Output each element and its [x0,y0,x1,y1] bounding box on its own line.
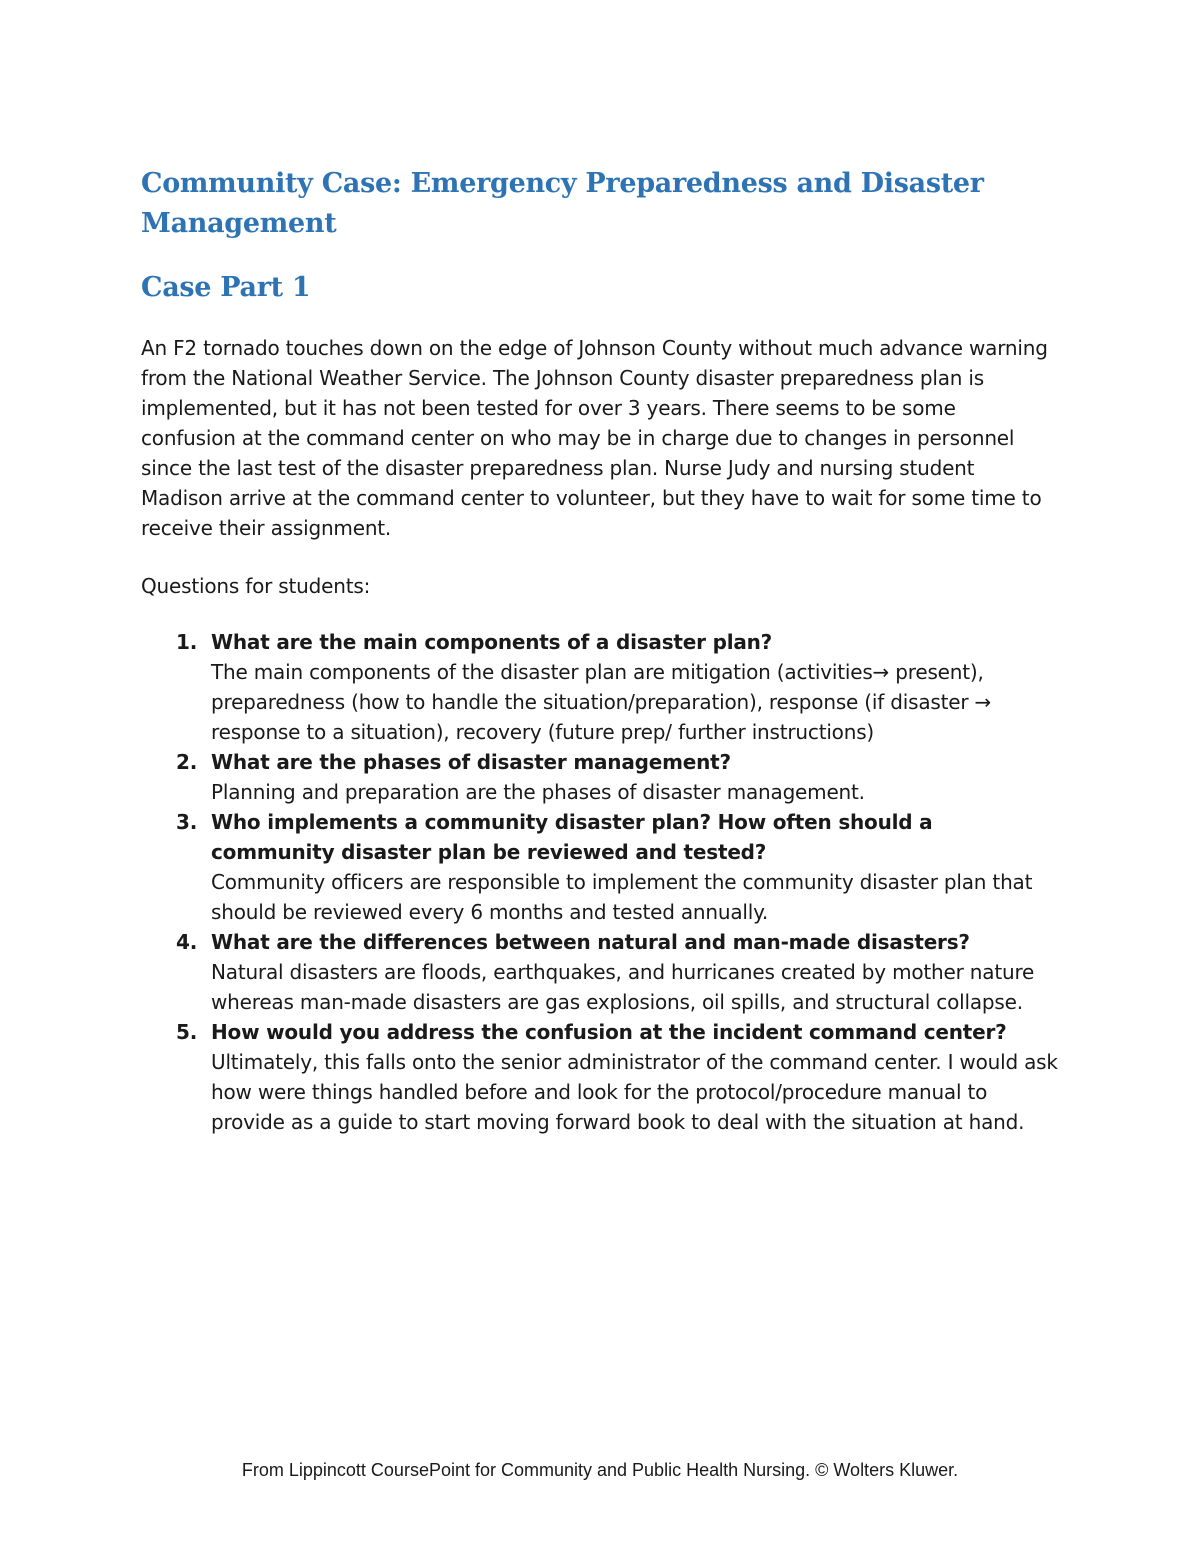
question-item-4 [141,927,1061,1017]
question-text: What are the main components of a disaster plan? [211,630,773,654]
page-footer: From Lippincott CoursePoint for Community and Public Health Nursing. © Wolters Kluwer. [241,1460,959,1480]
question-text: How would you address the confusion at the incident command center? [211,1020,1007,1044]
answer-text: The main components of the disaster plan are mitigation (activities→ present), preparedness (how to handle the situation/preparation), response (if disaster → response to a situation), recovery (future prep/ further instructions) [211,660,992,744]
question-item-3 [141,807,1061,927]
question-number: 2. [176,750,198,774]
case-part-heading: Case Part 1 [141,272,311,303]
question-item-2 [141,747,1061,807]
question-text: What are the phases of disaster management? [211,750,731,774]
question-number: 1. [176,630,198,654]
questions-label: Questions for students: [141,574,371,598]
answer-text: Community officers are responsible to implement the community disaster plan that should be reviewed every 6 months and tested annually. [211,870,1033,924]
question-number: 3. [176,810,198,834]
question-item-1 [141,627,1061,747]
answer-text: Ultimately, this falls onto the senior administrator of the command center. I would ask how were things handled before and look for the protocol/procedure manual to provide as a guide to start moving forward book to deal with the situation at hand. [211,1050,1058,1134]
questions-list [141,627,1061,1137]
question-text: What are the differences between natural and man-made disasters? [211,930,970,954]
answer-text: Natural disasters are floods, earthquakes, and hurricanes created by mother nature whereas man-made disasters are gas explosions, oil spills, and structural collapse. [211,960,1035,1014]
document-title: Community Case: Emergency Preparedness and Disaster Management [141,168,984,239]
question-number: 5. [176,1020,198,1044]
case-intro-paragraph: An F2 tornado touches down on the edge of Johnson County without much advance warning from the National Weather Service. The Johnson County disaster preparedness plan is implemented, but it has not been tested for over 3 years. There seems to be some confusion at the command center on who may be in charge due to changes in personnel since the last test of the disaster preparedness plan. Nurse Judy and nursing student Madison arrive at the command center to volunteer, but they have to wait for some time to receive their assignment. [141,336,1048,540]
question-number: 4. [176,930,198,954]
question-item-5 [141,1017,1061,1137]
answer-text: Planning and preparation are the phases of disaster management. [211,780,865,804]
question-text: Who implements a community disaster plan? How often should a community disaster plan be reviewed and tested? [211,810,933,864]
